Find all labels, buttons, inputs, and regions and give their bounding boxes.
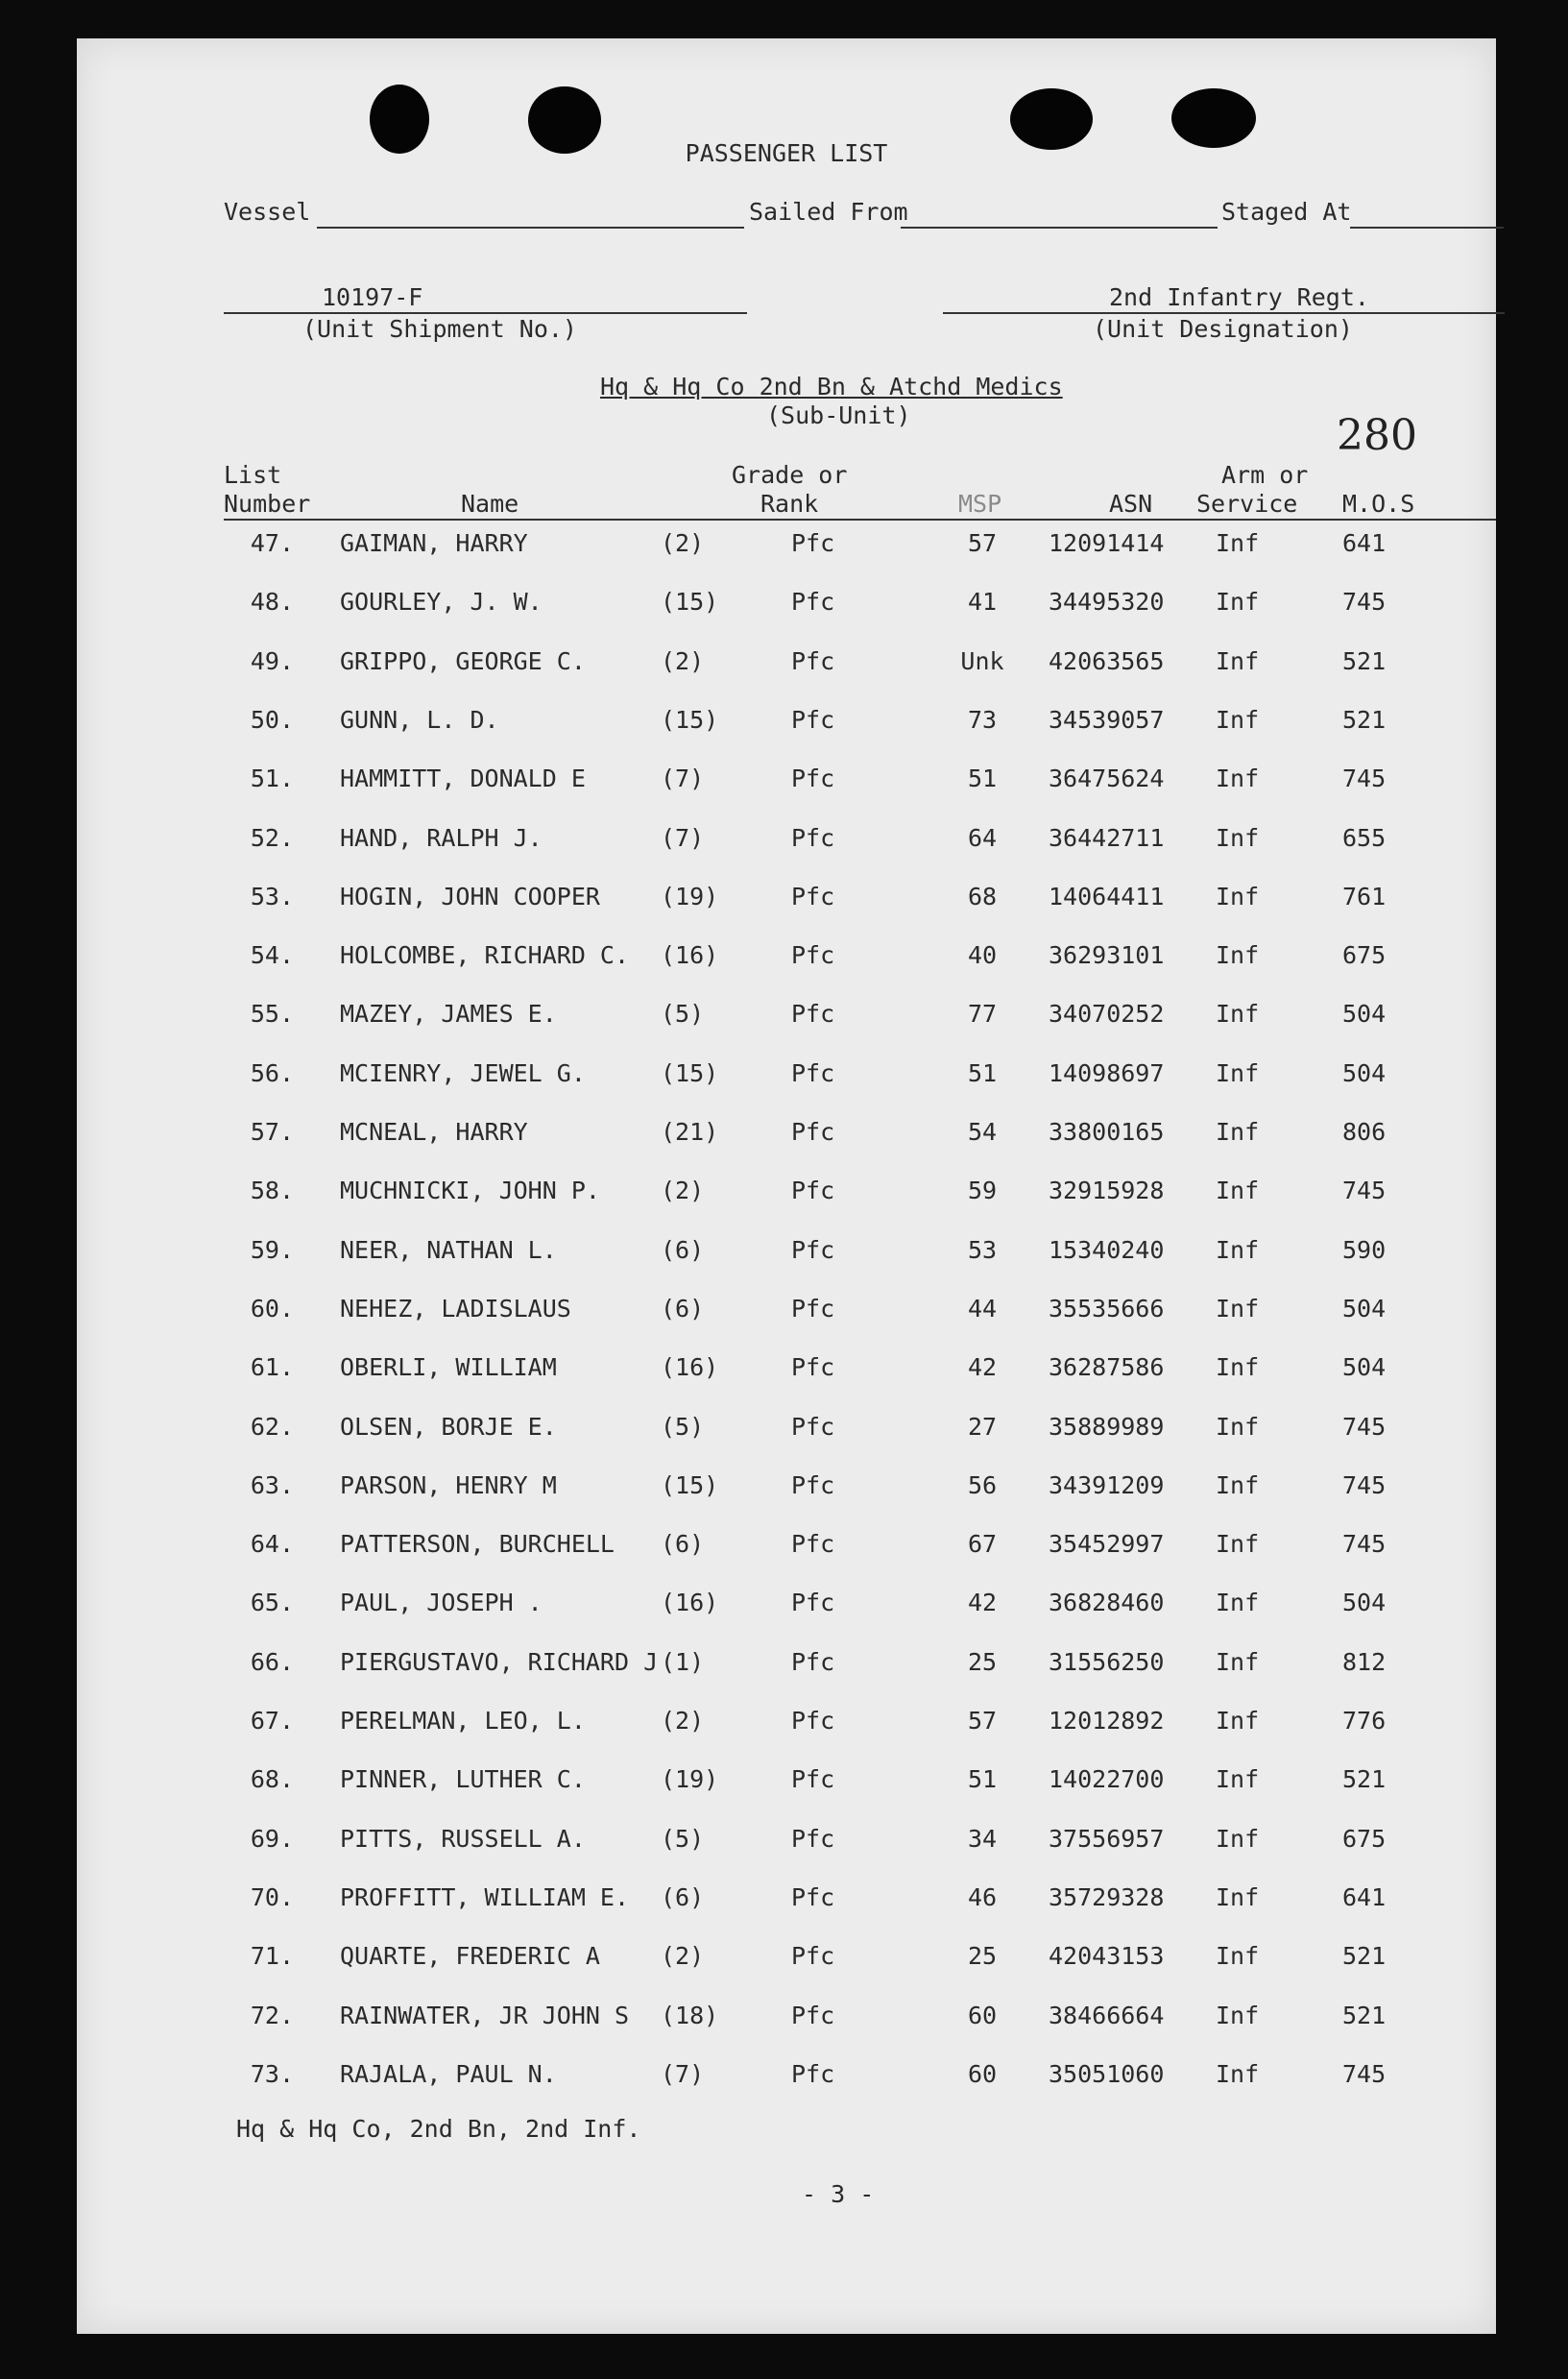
cell-grade: Pfc: [791, 1942, 835, 1970]
column-header-rule: [224, 519, 1496, 521]
cell-list-number: 57.: [250, 1118, 294, 1146]
cell-msp: 25: [967, 1942, 998, 1970]
cell-msp: 40: [967, 941, 998, 969]
cell-code: (15): [661, 706, 719, 734]
cell-mos: 745: [1342, 765, 1387, 792]
cell-mos: 675: [1342, 941, 1387, 969]
cell-list-number: 60.: [250, 1295, 294, 1323]
cell-grade: Pfc: [791, 1236, 835, 1264]
cell-arm-service: Inf: [1216, 883, 1260, 910]
cell-list-number: 47.: [250, 529, 294, 557]
cell-msp: 51: [967, 1765, 998, 1793]
cell-passenger-name: PROFFITT, WILLIAM E.: [340, 1883, 630, 1911]
cell-arm-service: Inf: [1216, 824, 1260, 852]
cell-list-number: 51.: [250, 765, 294, 792]
cell-list-number: 72.: [250, 2002, 294, 2029]
cell-arm-service: Inf: [1216, 706, 1260, 734]
cell-passenger-name: PAUL, JOSEPH .: [340, 1589, 543, 1616]
cell-passenger-name: PARSON, HENRY M: [340, 1471, 557, 1499]
cell-asn: 34495320: [1049, 588, 1165, 616]
cell-msp: 68: [967, 883, 998, 910]
cell-arm-service: Inf: [1216, 1000, 1260, 1028]
cell-passenger-name: PATTERSON, BURCHELL: [340, 1530, 615, 1558]
cell-asn: 38466664: [1049, 2002, 1165, 2029]
cell-arm-service: Inf: [1216, 941, 1260, 969]
cell-mos: 641: [1342, 529, 1387, 557]
cell-asn: 36442711: [1049, 824, 1165, 852]
footer-note: Hq & Hq Co, 2nd Bn, 2nd Inf.: [236, 2115, 641, 2143]
cell-passenger-name: PERELMAN, LEO, L.: [340, 1707, 586, 1735]
cell-asn: 37556957: [1049, 1825, 1165, 1853]
cell-grade: Pfc: [791, 1413, 835, 1441]
cell-asn: 14064411: [1049, 883, 1165, 910]
cell-grade: Pfc: [791, 883, 835, 910]
cell-mos: 812: [1342, 1648, 1387, 1676]
cell-asn: 12012892: [1049, 1707, 1165, 1735]
cell-msp: 51: [967, 1059, 998, 1087]
cell-code: (19): [661, 883, 719, 910]
col-grade-bottom: Rank: [760, 490, 819, 518]
cell-passenger-name: HOGIN, JOHN COOPER: [340, 883, 600, 910]
cell-mos: 745: [1342, 1413, 1387, 1441]
unit-shipment-number: 10197-F: [322, 283, 423, 311]
cell-list-number: 56.: [250, 1059, 294, 1087]
cell-grade: Pfc: [791, 2060, 835, 2088]
cell-passenger-name: MCIENRY, JEWEL G.: [340, 1059, 586, 1087]
cell-passenger-name: OBERLI, WILLIAM: [340, 1353, 557, 1381]
cell-list-number: 55.: [250, 1000, 294, 1028]
cell-passenger-name: GRIPPO, GEORGE C.: [340, 647, 586, 675]
cell-arm-service: Inf: [1216, 1530, 1260, 1558]
cell-passenger-name: PITTS, RUSSELL A.: [340, 1825, 586, 1853]
cell-code: (16): [661, 1589, 719, 1616]
cell-code: (7): [661, 824, 705, 852]
cell-code: (7): [661, 2060, 705, 2088]
cell-list-number: 65.: [250, 1589, 294, 1616]
cell-mos: 655: [1342, 824, 1387, 852]
sailed-from-label: Sailed From: [749, 198, 908, 226]
cell-mos: 521: [1342, 706, 1387, 734]
cell-arm-service: Inf: [1216, 1118, 1260, 1146]
cell-arm-service: Inf: [1216, 1295, 1260, 1323]
cell-mos: 806: [1342, 1118, 1387, 1146]
cell-asn: 15340240: [1049, 1236, 1165, 1264]
cell-msp: 53: [967, 1236, 998, 1264]
cell-mos: 641: [1342, 1883, 1387, 1911]
cell-list-number: 53.: [250, 883, 294, 910]
cell-arm-service: Inf: [1216, 1589, 1260, 1616]
cell-list-number: 49.: [250, 647, 294, 675]
cell-msp: 60: [967, 2002, 998, 2029]
cell-asn: 42063565: [1049, 647, 1165, 675]
unit-designation: 2nd Infantry Regt.: [1109, 283, 1369, 311]
cell-list-number: 52.: [250, 824, 294, 852]
cell-passenger-name: RAJALA, PAUL N.: [340, 2060, 557, 2088]
cell-passenger-name: HAND, RALPH J.: [340, 824, 543, 852]
vessel-label: Vessel: [224, 198, 311, 226]
cell-msp: 25: [967, 1648, 998, 1676]
document-title: PASSENGER LIST: [685, 139, 888, 167]
cell-arm-service: Inf: [1216, 647, 1260, 675]
cell-passenger-name: HOLCOMBE, RICHARD C.: [340, 941, 630, 969]
cell-grade: Pfc: [791, 1530, 835, 1558]
unit-shipment-label: (Unit Shipment No.): [302, 315, 577, 343]
cell-msp: 27: [967, 1413, 998, 1441]
cell-asn: 35535666: [1049, 1295, 1165, 1323]
cell-code: (2): [661, 529, 705, 557]
cell-grade: Pfc: [791, 1177, 835, 1204]
cell-asn: 36828460: [1049, 1589, 1165, 1616]
cell-passenger-name: MUCHNICKI, JOHN P.: [340, 1177, 600, 1204]
cell-mos: 521: [1342, 1765, 1387, 1793]
cell-list-number: 50.: [250, 706, 294, 734]
cell-code: (5): [661, 1825, 705, 1853]
cell-arm-service: Inf: [1216, 1707, 1260, 1735]
cell-passenger-name: MAZEY, JAMES E.: [340, 1000, 557, 1028]
cell-mos: 745: [1342, 588, 1387, 616]
col-list-number-top: List: [224, 461, 282, 489]
cell-msp: 59: [967, 1177, 998, 1204]
cell-grade: Pfc: [791, 1765, 835, 1793]
cell-msp: 77: [967, 1000, 998, 1028]
cell-mos: 761: [1342, 883, 1387, 910]
cell-list-number: 73.: [250, 2060, 294, 2088]
cell-code: (16): [661, 1353, 719, 1381]
sailed-from-blank: [901, 227, 1218, 229]
unit-designation-label: (Unit Designation): [1093, 315, 1353, 343]
cell-code: (2): [661, 1942, 705, 1970]
cell-list-number: 64.: [250, 1530, 294, 1558]
cell-code: (2): [661, 1707, 705, 1735]
col-asn: ASN: [1109, 490, 1153, 518]
cell-list-number: 48.: [250, 588, 294, 616]
cell-code: (15): [661, 1471, 719, 1499]
vessel-blank: [317, 227, 744, 229]
page-number: - 3 -: [802, 2180, 875, 2208]
cell-asn: 35889989: [1049, 1413, 1165, 1441]
cell-msp: 60: [967, 2060, 998, 2088]
cell-mos: 745: [1342, 2060, 1387, 2088]
cell-grade: Pfc: [791, 706, 835, 734]
cell-asn: 35729328: [1049, 1883, 1165, 1911]
cell-code: (5): [661, 1413, 705, 1441]
cell-passenger-name: RAINWATER, JR JOHN S: [340, 2002, 630, 2029]
cell-code: (6): [661, 1530, 705, 1558]
stamped-number: 280: [1337, 411, 1417, 460]
document-page: [77, 38, 1496, 2334]
cell-mos: 504: [1342, 1295, 1387, 1323]
cell-arm-service: Inf: [1216, 1942, 1260, 1970]
cell-asn: 34539057: [1049, 706, 1165, 734]
cell-grade: Pfc: [791, 1471, 835, 1499]
cell-msp: 46: [967, 1883, 998, 1911]
col-arm-bottom: Service: [1196, 490, 1298, 518]
cell-passenger-name: GUNN, L. D.: [340, 706, 499, 734]
cell-arm-service: Inf: [1216, 1177, 1260, 1204]
cell-list-number: 59.: [250, 1236, 294, 1264]
cell-asn: 32915928: [1049, 1177, 1165, 1204]
col-list-number-bottom: Number: [224, 490, 311, 518]
cell-asn: 12091414: [1049, 529, 1165, 557]
cell-mos: 521: [1342, 1942, 1387, 1970]
cell-mos: 745: [1342, 1530, 1387, 1558]
sub-unit-label: (Sub-Unit): [766, 401, 911, 429]
cell-code: (2): [661, 647, 705, 675]
cell-arm-service: Inf: [1216, 1648, 1260, 1676]
cell-code: (6): [661, 1295, 705, 1323]
col-grade-top: Grade or: [732, 461, 848, 489]
cell-passenger-name: QUARTE, FREDERIC A: [340, 1942, 600, 1970]
cell-grade: Pfc: [791, 588, 835, 616]
cell-msp: 57: [967, 529, 998, 557]
cell-grade: Pfc: [791, 824, 835, 852]
cell-code: (2): [661, 1177, 705, 1204]
cell-list-number: 69.: [250, 1825, 294, 1853]
cell-passenger-name: PIERGUSTAVO, RICHARD J: [340, 1648, 659, 1676]
cell-grade: Pfc: [791, 1353, 835, 1381]
cell-grade: Pfc: [791, 1000, 835, 1028]
cell-msp: 57: [967, 1707, 998, 1735]
cell-list-number: 63.: [250, 1471, 294, 1499]
cell-mos: 590: [1342, 1236, 1387, 1264]
cell-arm-service: Inf: [1216, 765, 1260, 792]
cell-mos: 745: [1342, 1471, 1387, 1499]
cell-mos: 504: [1342, 1059, 1387, 1087]
cell-list-number: 67.: [250, 1707, 294, 1735]
cell-asn: 34391209: [1049, 1471, 1165, 1499]
cell-arm-service: Inf: [1216, 1059, 1260, 1087]
cell-grade: Pfc: [791, 1589, 835, 1616]
cell-list-number: 70.: [250, 1883, 294, 1911]
col-arm-top: Arm or: [1221, 461, 1309, 489]
cell-list-number: 54.: [250, 941, 294, 969]
cell-mos: 521: [1342, 2002, 1387, 2029]
staged-at-label: Staged At: [1221, 198, 1352, 226]
cell-msp: Unk: [960, 647, 1004, 675]
cell-passenger-name: NEER, NATHAN L.: [340, 1236, 557, 1264]
col-name: Name: [461, 490, 519, 518]
cell-code: (15): [661, 588, 719, 616]
cell-arm-service: Inf: [1216, 1825, 1260, 1853]
cell-grade: Pfc: [791, 1648, 835, 1676]
cell-grade: Pfc: [791, 2002, 835, 2029]
cell-asn: 34070252: [1049, 1000, 1165, 1028]
cell-grade: Pfc: [791, 1118, 835, 1146]
cell-arm-service: Inf: [1216, 1883, 1260, 1911]
cell-asn: 14098697: [1049, 1059, 1165, 1087]
cell-arm-service: Inf: [1216, 529, 1260, 557]
cell-msp: 64: [967, 824, 998, 852]
cell-code: (1): [661, 1648, 705, 1676]
cell-list-number: 68.: [250, 1765, 294, 1793]
cell-grade: Pfc: [791, 1707, 835, 1735]
cell-grade: Pfc: [791, 647, 835, 675]
cell-mos: 675: [1342, 1825, 1387, 1853]
cell-passenger-name: GOURLEY, J. W.: [340, 588, 543, 616]
cell-mos: 521: [1342, 647, 1387, 675]
cell-code: (18): [661, 2002, 719, 2029]
cell-passenger-name: OLSEN, BORJE E.: [340, 1413, 557, 1441]
cell-code: (21): [661, 1118, 719, 1146]
sub-unit: Hq & Hq Co 2nd Bn & Atchd Medics: [600, 373, 1063, 401]
cell-arm-service: Inf: [1216, 2002, 1260, 2029]
unit-designation-rule: [943, 312, 1505, 314]
cell-list-number: 58.: [250, 1177, 294, 1204]
cell-msp: 42: [967, 1589, 998, 1616]
cell-mos: 776: [1342, 1707, 1387, 1735]
cell-msp: 42: [967, 1353, 998, 1381]
cell-msp: 56: [967, 1471, 998, 1499]
cell-msp: 73: [967, 706, 998, 734]
cell-arm-service: Inf: [1216, 1765, 1260, 1793]
cell-mos: 504: [1342, 1589, 1387, 1616]
cell-code: (19): [661, 1765, 719, 1793]
staged-at-blank: [1350, 227, 1504, 229]
cell-asn: 14022700: [1049, 1765, 1165, 1793]
cell-code: (5): [661, 1000, 705, 1028]
cell-asn: 35452997: [1049, 1530, 1165, 1558]
cell-passenger-name: MCNEAL, HARRY: [340, 1118, 528, 1146]
col-mos: M.O.S: [1342, 490, 1415, 518]
cell-grade: Pfc: [791, 765, 835, 792]
cell-code: (7): [661, 765, 705, 792]
cell-asn: 36475624: [1049, 765, 1165, 792]
cell-msp: 67: [967, 1530, 998, 1558]
cell-arm-service: Inf: [1216, 588, 1260, 616]
col-msp: MSP: [958, 490, 1002, 518]
cell-arm-service: Inf: [1216, 1236, 1260, 1264]
cell-code: (15): [661, 1059, 719, 1087]
cell-list-number: 62.: [250, 1413, 294, 1441]
cell-mos: 504: [1342, 1000, 1387, 1028]
cell-code: (6): [661, 1883, 705, 1911]
cell-passenger-name: GAIMAN, HARRY: [340, 529, 528, 557]
cell-grade: Pfc: [791, 1825, 835, 1853]
cell-msp: 51: [967, 765, 998, 792]
cell-asn: 36287586: [1049, 1353, 1165, 1381]
cell-code: (16): [661, 941, 719, 969]
cell-list-number: 71.: [250, 1942, 294, 1970]
cell-asn: 33800165: [1049, 1118, 1165, 1146]
cell-arm-service: Inf: [1216, 1413, 1260, 1441]
cell-mos: 745: [1342, 1177, 1387, 1204]
cell-arm-service: Inf: [1216, 2060, 1260, 2088]
cell-grade: Pfc: [791, 941, 835, 969]
cell-asn: 31556250: [1049, 1648, 1165, 1676]
cell-asn: 42043153: [1049, 1942, 1165, 1970]
cell-code: (6): [661, 1236, 705, 1264]
cell-grade: Pfc: [791, 529, 835, 557]
unit-shipment-rule: [224, 312, 747, 314]
cell-msp: 44: [967, 1295, 998, 1323]
cell-msp: 41: [967, 588, 998, 616]
cell-arm-service: Inf: [1216, 1353, 1260, 1381]
cell-asn: 35051060: [1049, 2060, 1165, 2088]
cell-passenger-name: HAMMITT, DONALD E: [340, 765, 586, 792]
cell-msp: 34: [967, 1825, 998, 1853]
cell-list-number: 61.: [250, 1353, 294, 1381]
cell-passenger-name: NEHEZ, LADISLAUS: [340, 1295, 571, 1323]
cell-grade: Pfc: [791, 1883, 835, 1911]
cell-grade: Pfc: [791, 1295, 835, 1323]
cell-mos: 504: [1342, 1353, 1387, 1381]
cell-asn: 36293101: [1049, 941, 1165, 969]
cell-arm-service: Inf: [1216, 1471, 1260, 1499]
cell-passenger-name: PINNER, LUTHER C.: [340, 1765, 586, 1793]
cell-grade: Pfc: [791, 1059, 835, 1087]
cell-list-number: 66.: [250, 1648, 294, 1676]
cell-msp: 54: [967, 1118, 998, 1146]
